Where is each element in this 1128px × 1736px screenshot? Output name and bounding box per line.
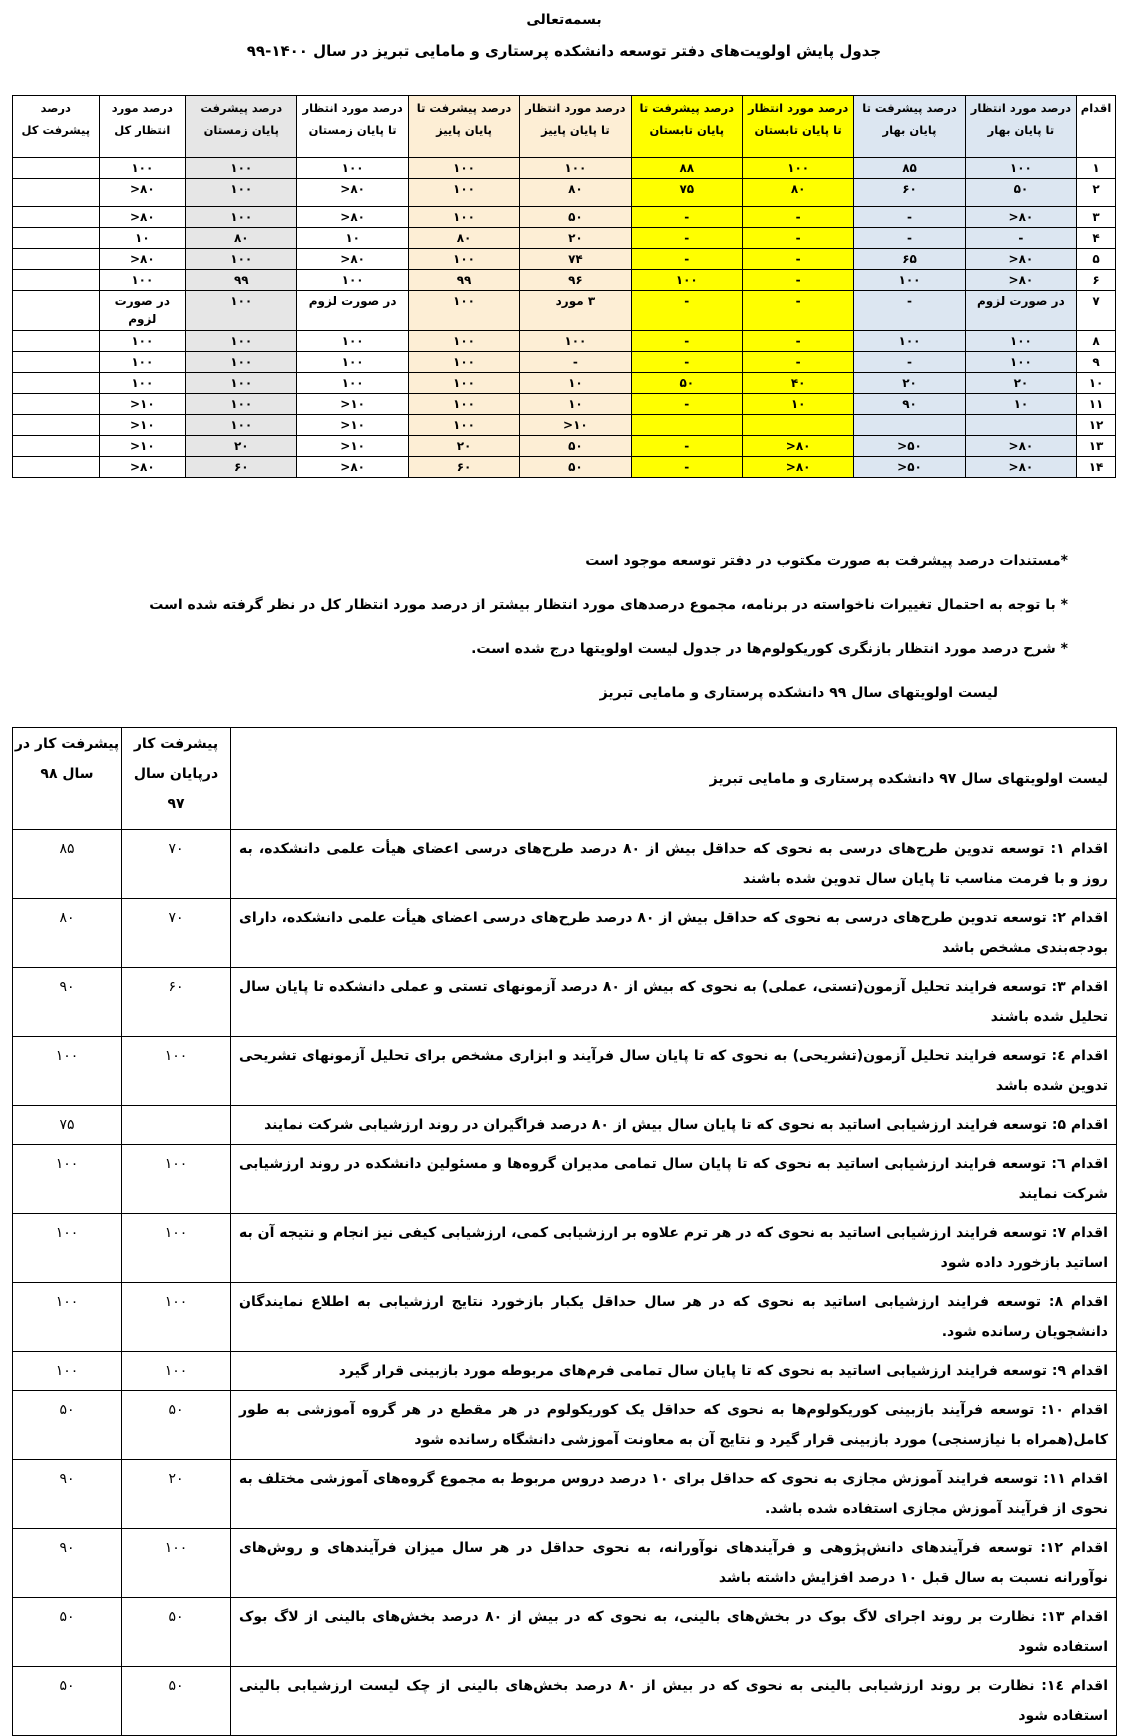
- table-cell: -: [631, 331, 742, 352]
- table-cell: ۱۰<: [297, 415, 408, 436]
- table-cell: ۱۰۰: [408, 179, 519, 207]
- table-cell: ۹۹: [186, 270, 297, 291]
- table-cell: ۶۰: [186, 457, 297, 478]
- table-cell: ۲۰: [854, 373, 965, 394]
- table-cell: ۱۰۰: [408, 373, 519, 394]
- table-row: [13, 352, 1116, 373]
- table-cell: -: [631, 457, 742, 478]
- table-cell: ۹: [1077, 352, 1116, 373]
- table-cell: [13, 331, 100, 352]
- action-description: اقدام ۱: توسعه تدوین طرح‌های درسی به نحوی که حداقل بیش از ۸۰ درصد طرح‌های درسی اعضای هیأت علمی دانشکده، به روز و با فرمت مناسب تا پایان سال تدوین شده باشند: [231, 830, 1117, 899]
- progress-97-value: ۱۰۰: [122, 1214, 231, 1283]
- table-cell: ۱۰۰: [408, 415, 519, 436]
- monitoring-table-body: [13, 158, 1116, 478]
- table-cell: ۸۰<: [965, 207, 1076, 228]
- table-cell: [854, 415, 965, 436]
- table-cell: ۶۰: [854, 179, 965, 207]
- progress-98-value: ۹۰: [13, 1460, 122, 1529]
- progress-98-value: ۸۰: [13, 899, 122, 968]
- col-header-progress-winter: درصد پیشرفت پایان زمستان: [186, 96, 297, 158]
- table-cell: ۲۰: [408, 436, 519, 457]
- table-cell: ۱۰۰: [186, 291, 297, 331]
- table-cell: ۱۰۰: [186, 415, 297, 436]
- priority-header-progress-97: پیشرفت کار درپایان سال ۹۷: [122, 728, 231, 830]
- table-cell: ۱۰: [520, 373, 631, 394]
- table-cell: ۷۴: [520, 249, 631, 270]
- table-cell: ۱۰۰: [408, 207, 519, 228]
- table-cell: ۶: [1077, 270, 1116, 291]
- table-cell: -: [742, 207, 853, 228]
- table-cell: ۱۰۰: [99, 270, 186, 291]
- table-cell: -: [631, 352, 742, 373]
- table-cell: ۱۱: [1077, 394, 1116, 415]
- table-cell: [13, 291, 100, 331]
- table-row: [13, 207, 1116, 228]
- table-cell: [13, 158, 100, 179]
- table-cell: ۱۰۰: [297, 373, 408, 394]
- table-cell: ۱۰۰: [297, 331, 408, 352]
- table-cell: -: [742, 270, 853, 291]
- progress-97-value: ۱۰۰: [122, 1145, 231, 1214]
- table-cell: ۸۰<: [297, 249, 408, 270]
- action-description: اقدام ۱۲: توسعه فرآیندهای دانش‌پژوهی و فرآیندهای نوآورانه، به نحوی حداقل در هر سال میزان فرآیندهای و روش‌های نوآورانه نسبت به سال قبل ۱۰ درصد افزایش داشته باشد: [231, 1529, 1117, 1598]
- list-item: [13, 1667, 1117, 1736]
- table-row: [13, 394, 1116, 415]
- table-cell: ۱۰۰: [742, 158, 853, 179]
- table-cell: ۱۰۰: [854, 331, 965, 352]
- progress-98-value: ۸۵: [13, 830, 122, 899]
- table-cell: ۱۰۰: [99, 352, 186, 373]
- table-cell: ۷: [1077, 291, 1116, 331]
- table-row: [13, 457, 1116, 478]
- progress-98-value: ۷۵: [13, 1106, 122, 1145]
- action-description: اقدام ٤: توسعه فرایند تحلیل آزمون(تشریحی) به نحوی که تا پایان سال فرآیند و ابزاری مشخص برای تحلیل آزمونهای تشریحی تدوین شده باشد: [231, 1037, 1117, 1106]
- table-cell: ۸۰<: [297, 457, 408, 478]
- action-description: اقدام ۸: توسعه فرایند ارزشیابی اساتید به نحوی که در هر سال حداقل یکبار بازخورد نتایج ارزشیابی به اطلاع نمایندگان دانشجویان رسانده شود.: [231, 1283, 1117, 1352]
- priority-header-progress-98: پیشرفت کار در سال ۹۸: [13, 728, 122, 830]
- table-cell: -: [631, 207, 742, 228]
- table-cell: [13, 457, 100, 478]
- table-cell: ۸۰<: [99, 457, 186, 478]
- col-header-expected-total: درصد مورد انتظار کل: [99, 96, 186, 158]
- table-cell: ۱۰۰: [854, 270, 965, 291]
- table-cell: ۱۰۰: [186, 394, 297, 415]
- table-cell: ۱: [1077, 158, 1116, 179]
- table-row: [13, 270, 1116, 291]
- table-cell: [13, 179, 100, 207]
- action-description: اقدام ۱۰: توسعه فرآیند بازبینی کوریکولوم‌ها به نحوی که حداقل یک کوریکولوم در هر مقطع در هر گروه آموزشی به طور کامل(همراه با نیازسنجی) مورد بازبینی قرار گیرد و نتایج آن به معاونت آموزشی دانشگاه رسانده شود: [231, 1391, 1117, 1460]
- action-description: اقدام ۳: توسعه فرایند تحلیل آزمون(تستی، عملی) به نحوی که بیش از ۸۰ درصد آزمونهای تستی و عملی دانشکده تا پایان سال تحلیل شده باشند: [231, 968, 1117, 1037]
- list-item: [13, 1106, 1117, 1145]
- progress-97-value: ۱۰۰: [122, 1283, 231, 1352]
- table-cell: در صورت لزوم: [297, 291, 408, 331]
- table-cell: ۱۰۰: [99, 373, 186, 394]
- table-cell: ۱۰<: [99, 436, 186, 457]
- table-cell: [631, 415, 742, 436]
- list-item: [13, 1598, 1117, 1667]
- table-cell: -: [520, 352, 631, 373]
- list-item: [13, 1460, 1117, 1529]
- table-cell: [13, 415, 100, 436]
- table-cell: ۱۰: [520, 394, 631, 415]
- table-cell: ۱۰۰: [408, 291, 519, 331]
- table-cell: -: [742, 249, 853, 270]
- table-cell: ۸۰<: [965, 270, 1076, 291]
- table-cell: ۵: [1077, 249, 1116, 270]
- table-cell: ۵۰<: [854, 436, 965, 457]
- table-cell: ۱۲: [1077, 415, 1116, 436]
- action-description: اقدام ۱۳: نظارت بر روند اجرای لاگ بوک در بخش‌های بالینی، به نحوی که در بیش از ۸۰ درصد بخش‌های بالینی از لاگ بوک استفاده شود: [231, 1598, 1117, 1667]
- progress-97-value: [122, 1106, 231, 1145]
- action-description: اقدام ۱٤: نظارت بر روند ارزشیابی بالینی به نحوی که در بیش از ۸۰ درصد بخش‌های بالینی از چک لیست ارزشیابی بالینی استفاده شود: [231, 1667, 1117, 1736]
- col-header-progress-summer: درصد پیشرفت تا پایان تابستان: [631, 96, 742, 158]
- table-cell: ۸۰<: [99, 249, 186, 270]
- table-cell: [13, 207, 100, 228]
- table-cell: ۵۰: [520, 207, 631, 228]
- table-cell: -: [854, 207, 965, 228]
- table-cell: [13, 270, 100, 291]
- table-cell: ۸۰<: [297, 179, 408, 207]
- table-cell: [742, 415, 853, 436]
- table-cell: ۶۵: [854, 249, 965, 270]
- table-cell: ۸۵: [854, 158, 965, 179]
- progress-97-value: ۱۰۰: [122, 1352, 231, 1391]
- table-row: [13, 158, 1116, 179]
- table-cell: ۱۰: [1077, 373, 1116, 394]
- table-cell: ۸۰<: [965, 249, 1076, 270]
- table-cell: ۱۰۰: [965, 352, 1076, 373]
- priority-header-row: [13, 728, 1117, 830]
- table-cell: ۱۰۰: [297, 270, 408, 291]
- table-cell: ۱۰: [297, 228, 408, 249]
- table-cell: ۹۹: [408, 270, 519, 291]
- progress-97-value: ۶۰: [122, 968, 231, 1037]
- table-cell: ۹۰: [854, 394, 965, 415]
- table-cell: ۱۰۰: [186, 249, 297, 270]
- table-cell: -: [631, 228, 742, 249]
- table-cell: ۱۰<: [297, 436, 408, 457]
- progress-97-value: ۵۰: [122, 1391, 231, 1460]
- table-cell: [13, 249, 100, 270]
- monitoring-table: [12, 95, 1116, 478]
- table-cell: ۵۰: [965, 179, 1076, 207]
- table-cell: ۱۰<: [99, 394, 186, 415]
- table-cell: -: [631, 394, 742, 415]
- table-cell: ۵۰: [520, 436, 631, 457]
- table-cell: ۱۰۰: [186, 373, 297, 394]
- table-cell: -: [742, 291, 853, 331]
- table-cell: ۱۴: [1077, 457, 1116, 478]
- table-cell: -: [742, 331, 853, 352]
- col-header-progress-autumn: درصد پیشرفت تا پایان پاییز: [408, 96, 519, 158]
- table-cell: ۸۰: [742, 179, 853, 207]
- table-cell: -: [631, 436, 742, 457]
- table-cell: ۸: [1077, 331, 1116, 352]
- table-cell: [13, 352, 100, 373]
- col-header-progress-total: درصد پیشرفت کل: [13, 96, 100, 158]
- invocation-heading: بسمه‌تعالی: [526, 12, 602, 28]
- table-cell: ۱۰: [742, 394, 853, 415]
- list-item: [13, 1529, 1117, 1598]
- list-item: [13, 899, 1117, 968]
- table-cell: -: [854, 291, 965, 331]
- note-curriculum: * شرح درصد مورد انتظار بازنگری کوریکولوم‌ها در جدول لیست اولویتها درج شده است.: [471, 641, 1068, 657]
- action-description: اقدام ۲: توسعه تدوین طرح‌های درسی به نحوی که حداقل بیش از ۸۰ درصد طرح‌های درسی اعضای هیأت علمی دانشکده، دارای بودجه‌بندی مشخص باشد: [231, 899, 1117, 968]
- table-cell: ۲۰: [520, 228, 631, 249]
- page-title: جدول پایش اولویت‌های دفتر توسعه دانشکده پرستاری و مامایی تبریز در سال ۱۴۰۰-۹۹: [246, 42, 882, 60]
- table-cell: ۱۰۰: [408, 249, 519, 270]
- list-item: [13, 1391, 1117, 1460]
- table-row: [13, 291, 1116, 331]
- table-cell: ۱۰: [965, 394, 1076, 415]
- table-cell: ۱۰۰: [186, 158, 297, 179]
- table-cell: -: [854, 352, 965, 373]
- table-cell: ۲۰: [965, 373, 1076, 394]
- action-description: اقدام ۹: توسعه فرایند ارزشیابی اساتید به نحوی که تا پایان سال تمامی فرم‌های مربوطه مورد بازبینی قرار گیرد: [231, 1352, 1117, 1391]
- table-cell: ۱۰۰: [408, 331, 519, 352]
- table-cell: ۱۰: [99, 228, 186, 249]
- table-cell: ۱۰۰: [965, 331, 1076, 352]
- table-cell: در صورت لزوم: [99, 291, 186, 331]
- progress-98-value: ۱۰۰: [13, 1283, 122, 1352]
- table-cell: ۸۰: [186, 228, 297, 249]
- table-cell: ۱۰۰: [186, 352, 297, 373]
- table-cell: -: [854, 228, 965, 249]
- progress-98-value: ۱۰۰: [13, 1214, 122, 1283]
- table-cell: [13, 436, 100, 457]
- action-description: اقدام ۵: توسعه فرایند ارزشیابی اساتید به نحوی که تا پایان سال بیش از ۸۰ درصد فراگیران در روند ارزشیابی شرکت نمایند: [231, 1106, 1117, 1145]
- progress-97-value: ۲۰: [122, 1460, 231, 1529]
- table-cell: ۵۰: [631, 373, 742, 394]
- table-row: [13, 373, 1116, 394]
- list-item: [13, 1145, 1117, 1214]
- table-cell: ۴: [1077, 228, 1116, 249]
- progress-98-value: ۹۰: [13, 968, 122, 1037]
- table-cell: [13, 228, 100, 249]
- col-header-expected-summer: درصد مورد انتظار تا پایان تابستان: [742, 96, 853, 158]
- table-cell: ۸۰<: [297, 207, 408, 228]
- table-cell: -: [631, 291, 742, 331]
- progress-98-value: ۵۰: [13, 1667, 122, 1736]
- table-cell: ۱۰۰: [408, 352, 519, 373]
- table-cell: ۸۰<: [99, 179, 186, 207]
- table-cell: ۵۰: [520, 457, 631, 478]
- progress-97-value: ۱۰۰: [122, 1037, 231, 1106]
- action-description: اقدام ۷: توسعه فرایند ارزشیابی اساتید به نحوی که در هر ترم علاوه بر ارزشیابی کمی، ارزشیابی کیفی نیز انجام و نتیجه آن به اساتید بازخورد داده شود: [231, 1214, 1117, 1283]
- table-cell: ۸۸: [631, 158, 742, 179]
- table-cell: ۸۰<: [965, 436, 1076, 457]
- table-cell: در صورت لزوم: [965, 291, 1076, 331]
- progress-97-value: ۷۰: [122, 899, 231, 968]
- table-cell: ۸۰<: [965, 457, 1076, 478]
- priority-table: [12, 727, 1117, 1736]
- table-cell: ۲۰: [186, 436, 297, 457]
- progress-97-value: ۷۰: [122, 830, 231, 899]
- progress-98-value: ۱۰۰: [13, 1145, 122, 1214]
- col-header-expected-spring: درصد مورد انتظار تا پایان بهار: [965, 96, 1076, 158]
- table-cell: ۸۰: [520, 179, 631, 207]
- table-cell: ۱۰۰: [186, 207, 297, 228]
- table-row: [13, 249, 1116, 270]
- table-cell: -: [742, 228, 853, 249]
- priority-table-body: [13, 830, 1117, 1736]
- priority-list-heading: لیست اولویتهای سال ۹۹ دانشکده پرستاری و مامایی تبریز: [599, 685, 998, 701]
- table-cell: ۱۰<: [297, 394, 408, 415]
- list-item: [13, 1283, 1117, 1352]
- table-cell: -: [742, 352, 853, 373]
- col-header-expected-autumn: درصد مورد انتظار تا پایان پاییز: [520, 96, 631, 158]
- table-cell: [13, 394, 100, 415]
- table-cell: ۱۰۰: [520, 158, 631, 179]
- note-documents: *مستندات درصد پیشرفت به صورت مکتوب در دفتر توسعه موجود است: [585, 553, 1068, 569]
- table-cell: ۸۰: [408, 228, 519, 249]
- progress-98-value: ۵۰: [13, 1598, 122, 1667]
- progress-97-value: ۵۰: [122, 1598, 231, 1667]
- table-cell: ۳ مورد: [520, 291, 631, 331]
- list-item: [13, 968, 1117, 1037]
- table-cell: ۹۶: [520, 270, 631, 291]
- col-header-action: اقدام: [1077, 96, 1116, 158]
- table-cell: -: [965, 228, 1076, 249]
- table-cell: ۸۰<: [742, 436, 853, 457]
- table-row: [13, 415, 1116, 436]
- table-cell: ۱۰۰: [408, 158, 519, 179]
- progress-97-value: ۵۰: [122, 1667, 231, 1736]
- table-cell: ۱۰۰: [520, 331, 631, 352]
- priority-header-title: لیست اولویتهای سال ۹۷ دانشکده پرستاری و مامایی تبریز: [231, 728, 1117, 830]
- table-row: [13, 436, 1116, 457]
- list-item: [13, 830, 1117, 899]
- table-cell: ۵۰<: [854, 457, 965, 478]
- table-cell: [965, 415, 1076, 436]
- table-cell: ۱۰۰: [965, 158, 1076, 179]
- progress-98-value: ۱۰۰: [13, 1352, 122, 1391]
- table-cell: ۱۰<: [99, 415, 186, 436]
- table-row: [13, 228, 1116, 249]
- table-cell: ۸۰<: [99, 207, 186, 228]
- progress-98-value: ۱۰۰: [13, 1037, 122, 1106]
- table-cell: ۱۰۰: [408, 394, 519, 415]
- progress-97-value: ۱۰۰: [122, 1529, 231, 1598]
- table-cell: ۱۳: [1077, 436, 1116, 457]
- col-header-expected-winter: درصد مورد انتظار تا پایان زمستان: [297, 96, 408, 158]
- action-description: اقدام ۱۱: توسعه فرایند آموزش مجازی به نحوی که حداقل برای ۱۰ درصد دروس مربوط به مجموع گروه‌های آموزشی مختلف به نحوی از فرآیند آموزش مجازی استفاده شده باشد.: [231, 1460, 1117, 1529]
- table-cell: ۱۰۰: [297, 158, 408, 179]
- table-cell: ۶۰: [408, 457, 519, 478]
- list-item: [13, 1214, 1117, 1283]
- table-cell: ۱۰۰: [631, 270, 742, 291]
- list-item: [13, 1352, 1117, 1391]
- col-header-progress-spring: درصد پیشرفت تا پایان بهار: [854, 96, 965, 158]
- note-unexpected-changes: * با توجه به احتمال تغییرات ناخواسته در برنامه، مجموع درصدهای مورد انتظار بیشتر از درصد مورد انتظار کل در نظر گرفته شده است: [149, 597, 1068, 613]
- table-cell: ۸۰<: [742, 457, 853, 478]
- progress-98-value: ۵۰: [13, 1391, 122, 1460]
- table-cell: ۷۵: [631, 179, 742, 207]
- table-row: [13, 179, 1116, 207]
- table-row: [13, 331, 1116, 352]
- table-cell: ۲: [1077, 179, 1116, 207]
- table-cell: [13, 373, 100, 394]
- table-cell: ۱۰۰: [99, 158, 186, 179]
- table-cell: ۱۰۰: [99, 331, 186, 352]
- action-description: اقدام ٦: توسعه فرایند ارزشیابی اساتید به نحوی که تا پایان سال تمامی مدیران گروه‌ها و مسئولین دانشکده در روند ارزشیابی شرکت نمایند: [231, 1145, 1117, 1214]
- monitoring-header-row: [13, 96, 1116, 158]
- table-cell: ۱۰<: [520, 415, 631, 436]
- table-cell: ۳: [1077, 207, 1116, 228]
- table-cell: ۱۰۰: [186, 331, 297, 352]
- table-cell: ۱۰۰: [297, 352, 408, 373]
- table-cell: ۱۰۰: [186, 179, 297, 207]
- table-cell: -: [631, 249, 742, 270]
- list-item: [13, 1037, 1117, 1106]
- progress-98-value: ۹۰: [13, 1529, 122, 1598]
- table-cell: ۴۰: [742, 373, 853, 394]
